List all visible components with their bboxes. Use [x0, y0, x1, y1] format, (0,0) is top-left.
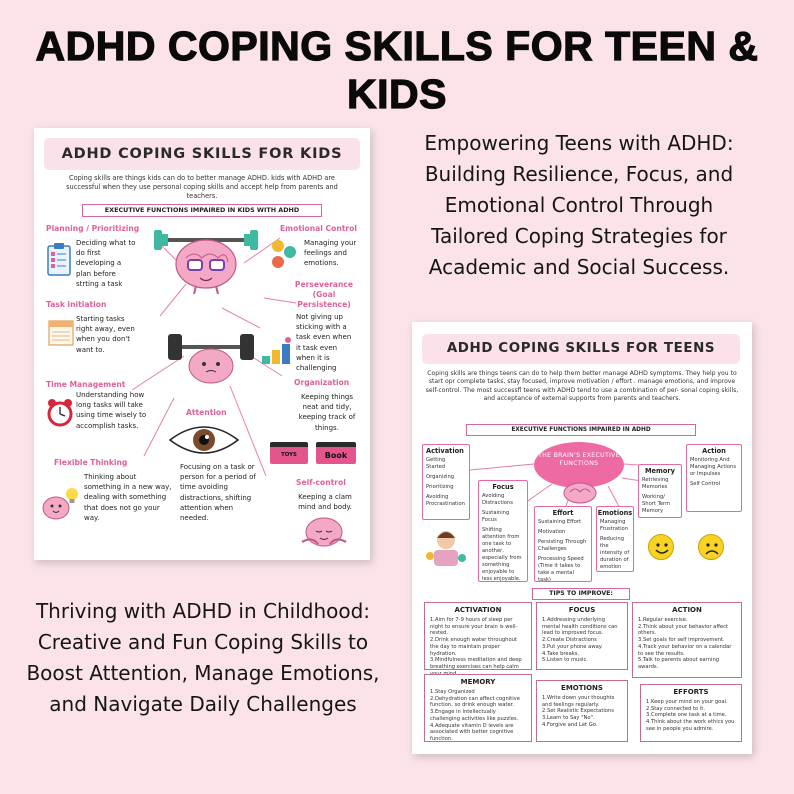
flexible-thinking-heading: Flexible Thinking: [54, 458, 128, 467]
perseverance-heading: [292, 280, 356, 310]
tip-item: 1.Regular exercise.: [638, 617, 688, 623]
tip-item: 3.Learn to Say "No".: [542, 715, 595, 722]
task-initiation-heading: Task initiation: [46, 300, 107, 309]
main-title: ADHD COPING SKILLS FOR TEEN & KIDS: [35, 23, 759, 117]
emotions-item: Reducing the intensity of duration of emotion: [600, 536, 630, 570]
effort-item: Processing Speed (Time it takes to take a mental task): [538, 556, 584, 583]
focus-box-heading: Focus: [492, 483, 514, 491]
tip-item: 3.Mindfulness meditation and deep breathing exercises can help calm: [430, 657, 522, 670]
focus-item: Shifting attention from one task to another, especially from something enjoyable to less enjoyable.: [482, 527, 522, 582]
effort-item: Sustaining Effort: [538, 519, 582, 525]
tip-item: 4.Forgive and Let Go.: [542, 721, 598, 728]
teens-caption: Empowering Teens with ADHD: Building Resilience, Focus, and Emotional Control Through Tailored Coping Strategies for Academic and Social Success.: [424, 131, 734, 279]
tip-item: 5.Listen to music.: [542, 657, 588, 664]
action-box-heading: Action: [702, 447, 726, 455]
teens-poster-banner: EXECUTIVE FUNCTIONS IMPAIRED IN ADHD: [466, 424, 696, 436]
focus-item: Avoiding Distractions: [482, 493, 513, 506]
brain-label: THE BRAIN'S EXECUTIVE FUNCTIONS: [538, 452, 620, 467]
stairs-icon: [260, 336, 294, 366]
book-box: Book: [316, 442, 356, 464]
tired-teen-icon: [422, 526, 470, 568]
memory-item: Working/ Short Term Memory: [642, 494, 671, 514]
teens-poster-title: ADHD COPING SKILLS FOR TEENS: [422, 334, 740, 364]
tip-item: 2.Set Realistic Expectations: [542, 708, 614, 715]
activation-item: Prioritizing: [426, 484, 454, 490]
teens-poster-intro: Coping skills are things teens can do to help them better manage ADHD symptoms. They help you to start opr complete tasks, stay focused, improve motivation / effort . manage emotions, and improve self-control. The most successfl teens with ADHD tend to use a combination of per- sonal coping skills, and acceptance of external supports from parents and teachers.: [425, 370, 739, 403]
planning-text: Deciding what to do first developing a plan before strting a task: [76, 239, 136, 288]
tip-item: 1.Keep your mind on your goal.: [646, 699, 728, 705]
tip-efforts: [640, 684, 742, 742]
eye-icon: [168, 424, 240, 456]
organization-heading: Organization: [294, 378, 350, 387]
alarm-clock-icon: [46, 398, 74, 428]
memory-box-heading: Memory: [645, 467, 675, 475]
kids-poster-image: [34, 128, 370, 560]
tip-item: 2.Think about your behavior affect others.: [638, 623, 728, 637]
tip-item: 2.Create Distractions: [542, 637, 597, 644]
tip-focus-heading: FOCUS: [568, 606, 596, 614]
tip-action: [632, 602, 742, 678]
tip-item: 4.Track your behavior on a calendar to see the results.: [638, 643, 732, 657]
tip-item: 2.Stay connected to it.: [646, 705, 705, 712]
time-management-text: Understanding how long tasks will take using time wisely to accomplish tasks.: [76, 391, 147, 430]
emotions-box-heading: Emotions: [597, 509, 633, 517]
self-control-heading: Self-control: [296, 478, 346, 487]
tip-focus: [536, 602, 628, 670]
effort-item: Persisting Through Challenges: [538, 539, 587, 552]
activation-item: Getting Started: [426, 457, 446, 470]
tip-item: 3.Engage in intellectually challenging activities like puzzles.: [430, 709, 519, 722]
action-item: Monitoring And Managing Actions or Impulses: [690, 457, 737, 477]
self-control-text: Keeping a clam mind and body.: [298, 493, 352, 512]
attention-heading: Attention: [186, 408, 227, 417]
sad-face-icon: [698, 534, 724, 560]
tip-efforts-heading: EFFORTS: [673, 688, 709, 696]
tip-action-heading: ACTION: [672, 606, 702, 614]
tip-item: 3.Put your phone away.: [542, 643, 603, 650]
time-management-heading: Time Management: [46, 380, 126, 389]
tip-item: 4.Take breaks.: [542, 650, 580, 657]
tip-item: 2.Drink enough water throughout the day to maintain proper hydration.: [430, 637, 517, 657]
emotions-item: Managing Frustration: [600, 519, 629, 532]
effort-box: [534, 506, 592, 582]
tip-emotions-heading: EMOTIONS: [561, 684, 603, 692]
tip-item: 1.Stay Organized: [430, 689, 475, 695]
organization-text: Keeping things neat and tidy, keeping track of things.: [298, 393, 356, 432]
tips-to-improve-label: TIPS TO IMPROVE:: [532, 588, 630, 600]
tip-memory: [424, 674, 532, 742]
calendar-icon: [48, 318, 74, 346]
activation-item: Organizing: [426, 474, 455, 480]
tip-item: 1.Write down your thoughts and feelings regularly.: [542, 695, 615, 708]
toys-box: TOYS: [270, 442, 308, 464]
action-box: [686, 444, 742, 512]
tip-item: 1.Aim for 7-9 hours of sleep per night to ensure your brain is well-rested.: [430, 617, 518, 637]
tip-memory-heading: MEMORY: [460, 678, 496, 686]
barbell-brain-icon: [166, 328, 256, 388]
clipboard-icon: [46, 242, 72, 276]
planning-heading: Planning / Prioritizing: [46, 224, 140, 233]
brain-icon: [562, 482, 598, 504]
flexible-thinking-text: Thinking about something in a new way, dealing with something that does not go your way.: [84, 473, 172, 522]
focus-box: [478, 480, 528, 582]
activation-box: [422, 444, 470, 520]
tip-item: 3.Complete one task at a time.: [646, 712, 727, 719]
kids-poster-title: ADHD COPING SKILLS FOR KIDS: [44, 138, 360, 170]
kids-poster-intro: Coping skills are things kids can do to better manage ADHD. kids with ADHD are successful when they use personal coping skills and accept help from parents and teachers.: [66, 174, 338, 200]
smiley-face-icon: [648, 534, 674, 560]
kids-poster-banner: EXECUTIVE FUNCTIONS IMPAIRED IN KIDS WITH ADHD: [82, 204, 322, 217]
memory-item: Retrieving Memories: [642, 477, 669, 490]
emotional-control-heading: Emotional Control: [280, 224, 357, 233]
tip-item: 5.Talk to parents about earning awards.: [638, 657, 720, 670]
tip-item: 4.Adequate vitamin D levels are associated with better cognitive function.: [430, 722, 514, 742]
kids-caption: Thriving with ADHD in Childhood: Creative and Fun Coping Skills to Boost Attention, Manage Emotions, and Navigate Daily Challenges: [26, 599, 380, 716]
task-initiation-text: Starting tasks right away, even when you don't want to.: [76, 315, 135, 354]
teens-poster-image: [412, 322, 752, 754]
tip-item: 1.Addressing underlying mental health conditions can lead to improved focus.: [542, 617, 618, 637]
dumbbell-brain-icon: [150, 220, 262, 294]
effort-item: Motivation: [538, 529, 566, 535]
focus-item: Sustaining Focus: [482, 510, 510, 523]
activation-box-heading: Activation: [426, 447, 464, 455]
emotions-box: [596, 506, 634, 572]
emotions-faces-icon: [268, 238, 298, 272]
tip-activation-heading: ACTIVATION: [454, 606, 502, 614]
perseverance-heading-text: Perseverance (Goal Persistence): [294, 280, 354, 309]
memory-box: [638, 464, 682, 518]
action-item: Self Control: [690, 481, 721, 487]
emotional-control-text: Managing your feelings and emotions.: [304, 239, 357, 268]
activation-item: Avoiding Procrastination: [426, 494, 465, 507]
tip-emotions: [536, 680, 628, 742]
tip-item: 4.Think about the work ethics you see in people you admire.: [646, 719, 735, 732]
meditating-brain-icon: [296, 512, 352, 552]
effort-box-heading: Effort: [552, 509, 574, 517]
lightbulb-brain-icon: [40, 484, 80, 524]
attention-text: Focusing on a task or person for a period of time avoiding distractions, shifting attention when needed.: [180, 463, 256, 523]
tip-item: 3.Set goals for self improvement.: [638, 637, 725, 644]
perseverance-text: Not giving up sticking with a task even when it task even when it is challenging: [296, 313, 352, 373]
tip-item: 2.Dehydration can affect cognitive function, so drink enough water.: [430, 695, 520, 709]
tip-activation: [424, 602, 532, 670]
